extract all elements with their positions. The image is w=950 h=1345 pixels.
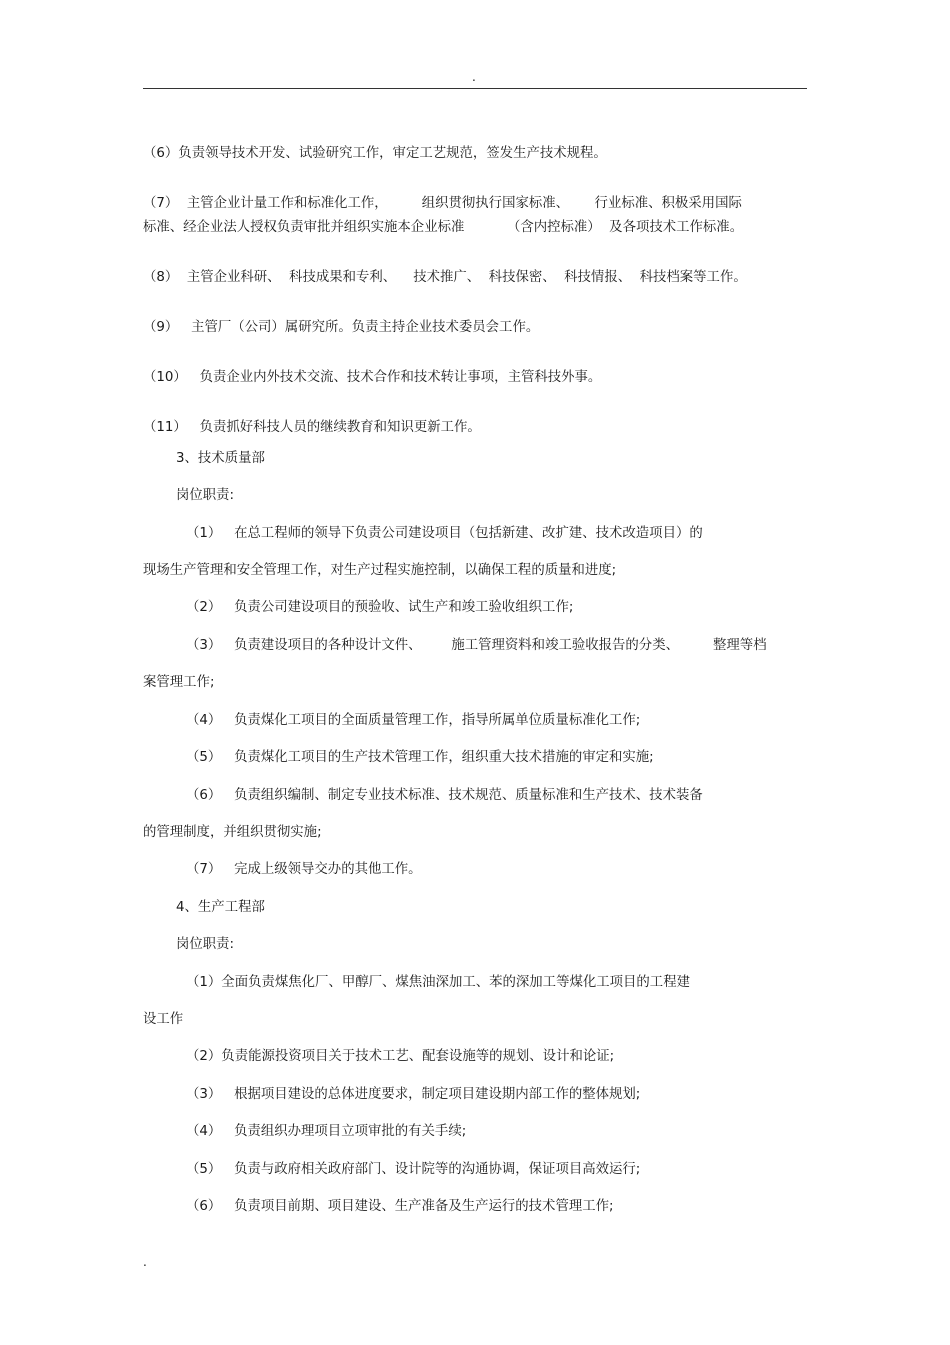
quality-duty-7: （7） 完成上级领导交办的其他工作。	[186, 862, 422, 877]
quality-duty-6: （6） 负责组织编制、制定专业技术标准、技术规范、质量标准和生产技术、技术装备	[186, 788, 703, 803]
engineering-duty-1-cont: 设工作	[143, 1012, 184, 1027]
header-rule	[143, 88, 807, 89]
quality-duty-3-cont: 案管理工作;	[143, 675, 215, 690]
section-subheading: 岗位职责:	[176, 488, 235, 503]
engineering-duty-6: （6） 负责项目前期、项目建设、生产准备及生产运行的技术管理工作;	[186, 1199, 614, 1214]
duty-item-10: （10） 负责企业内外技术交流、技术合作和技术转让事项，主管科技外事。	[143, 370, 602, 385]
section-heading: 3、技术质量部	[176, 451, 265, 466]
quality-duty-4: （4） 负责煤化工项目的全面质量管理工作，指导所属单位质量标准化工作;	[186, 713, 641, 728]
engineering-duty-5: （5） 负责与政府相关政府部门、设计院等的沟通协调，保证项目高效运行;	[186, 1162, 641, 1177]
engineering-duty-1: （1）全面负责煤焦化厂、甲醇厂、煤焦油深加工、苯的深加工等煤化工项目的工程建	[186, 975, 690, 990]
quality-duty-6-cont: 的管理制度，并组织贯彻实施;	[143, 825, 322, 840]
section-heading: 4、生产工程部	[176, 900, 265, 915]
quality-duty-1-cont: 现场生产管理和安全管理工作，对生产过程实施控制，以确保工程的质量和进度;	[143, 563, 617, 578]
duty-item-7-cont: 标准、经企业法人授权负责审批并组织实施本企业标准 （含内控标准） 及各项技术工作标准。	[143, 220, 744, 235]
quality-duty-3: （3） 负责建设项目的各种设计文件、 施工管理资料和竣工验收报告的分类、 整理等档	[186, 638, 767, 653]
engineering-duty-2: （2）负责能源投资项目关于技术工艺、配套设施等的规划、设计和论证;	[186, 1049, 615, 1064]
duty-item-8: （8） 主管企业科研、 科技成果和专利、 技术推广、 科技保密、 科技情报、 科技档案等工作。	[143, 270, 747, 285]
duty-item-9: （9） 主管厂（公司）属研究所。负责主持企业技术委员会工作。	[143, 320, 540, 335]
engineering-duty-4: （4） 负责组织办理项目立项审批的有关手续;	[186, 1124, 467, 1139]
duty-item-7: （7） 主管企业计量工作和标准化工作， 组织贯彻执行国家标准、 行业标准、积极采用国际	[143, 196, 742, 211]
quality-duty-1: （1） 在总工程师的领导下负责公司建设项目（包括新建、改扩建、技术改造项目）的	[186, 526, 703, 541]
engineering-duty-3: （3） 根据项目建设的总体进度要求，制定项目建设期内部工作的整体规划;	[186, 1087, 641, 1102]
section-subheading: 岗位职责:	[176, 937, 235, 952]
quality-duty-2: （2） 负责公司建设项目的预验收、试生产和竣工验收组织工作;	[186, 600, 574, 615]
duty-item-6: （6）负责领导技术开发、试验研究工作，审定工艺规范，签发生产技术规程。	[143, 146, 607, 161]
quality-duty-5: （5） 负责煤化工项目的生产技术管理工作，组织重大技术措施的审定和实施;	[186, 750, 654, 765]
duty-item-11: （11） 负责抓好科技人员的继续教育和知识更新工作。	[143, 420, 481, 435]
header-mark: .	[472, 70, 476, 84]
footer-mark: .	[143, 1255, 147, 1269]
